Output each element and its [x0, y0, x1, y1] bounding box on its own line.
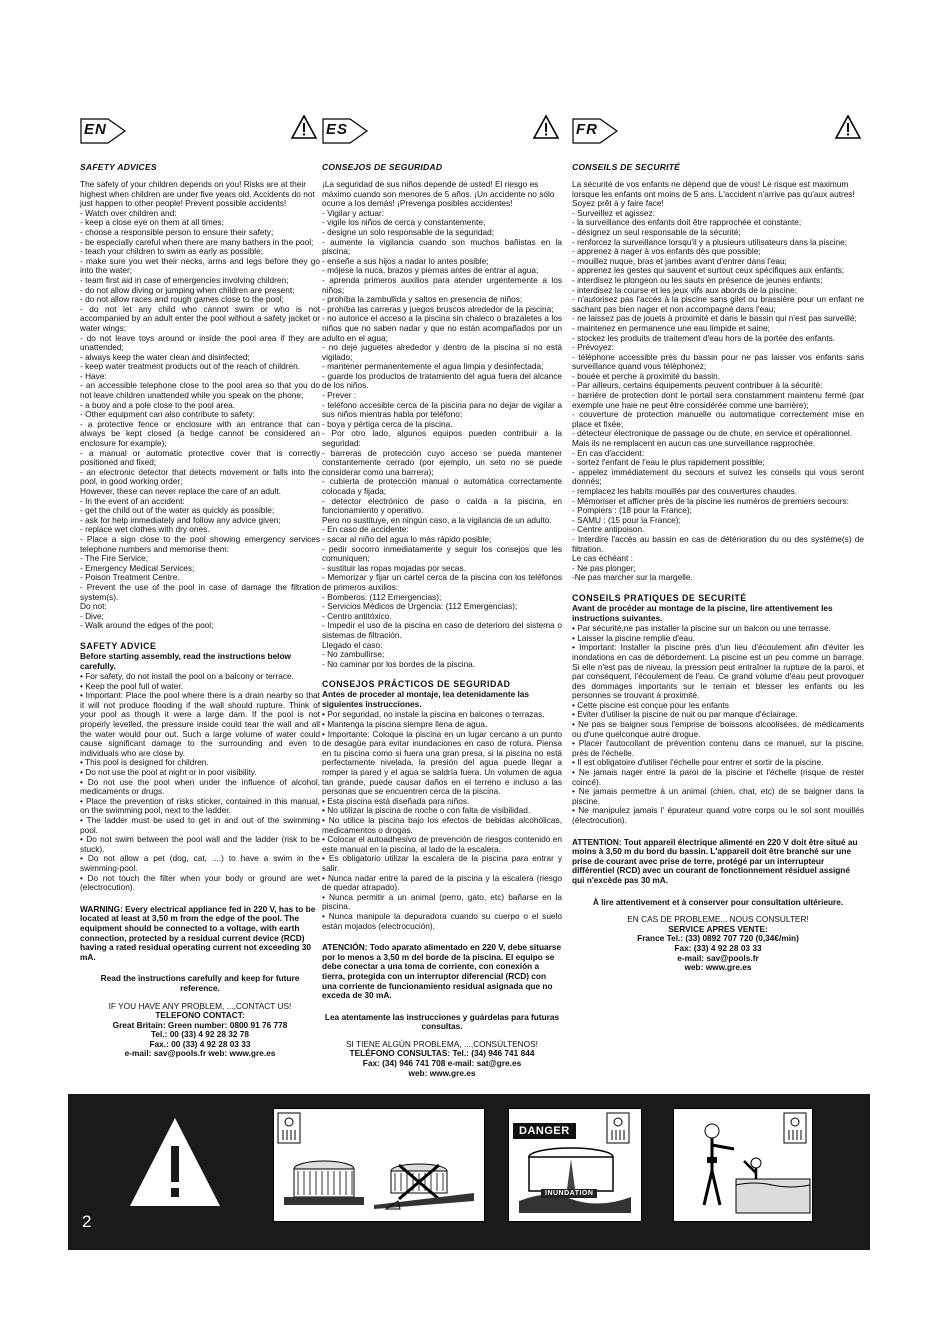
pool-on-terrace-icon	[274, 1109, 484, 1221]
list-item: - couverture de protection manuelle ou automatique correctement mise en place et fixée;	[572, 409, 864, 429]
language-code: ES	[326, 121, 349, 138]
list-item: • Ne jamais nager entre la paroi de la piscine et l'échelle (risque de rester coincé).	[572, 767, 864, 787]
list-item: - n'autorisez pas l'accès à la piscine sans gilet ou brassière pour un enfant ne sachant pas bien nager et non accompagné dans l'eau;	[572, 294, 864, 314]
list-item: - Watch over children and:	[80, 207, 177, 218]
contact-line: TELÉFONO CONSULTAS: Tel.: (34) 946 741 844	[349, 1048, 535, 1059]
list-item: - guarde los productos de tratamiento del agua fuera del alcance de los niños.	[322, 370, 562, 391]
list-item: - keep a close eye on them at all times;	[80, 217, 224, 228]
list-item: - an electronic detector that detects movement or falls into the pool, in good working order;	[80, 466, 320, 487]
list-item: • Nunca manipule la depuradora cuando su cuerpo o el suelo están mojados (electrocución).	[322, 910, 562, 931]
list-item: - Dive;	[80, 610, 104, 621]
list-item: - Mémoriser et afficher près de la piscine les numéros de premiers secours:	[572, 495, 849, 506]
read-instructions-note: Read the instructions carefully and keep for future reference.	[100, 973, 300, 993]
list-item: - a protective fence or enclosure with an entrance that can always be kept closed (a hedge cannot be considered an enclosure for example);	[80, 418, 320, 449]
contact-block	[322, 1040, 562, 1078]
list-item: • Do not use the pool at night or in poor visibility.	[80, 767, 257, 778]
list-item: - remplacez les habits mouillés par des couvertures chaudes.	[572, 486, 798, 496]
list-item: • No utilizar la piscina de noche o con falta de visibilidad.	[322, 805, 531, 816]
list-item: - sacar al niño del agua lo más rápido posible;	[322, 533, 492, 544]
pictogram-band	[68, 1094, 870, 1250]
list-item: - do not let any child who cannot swim or who is not accompanied by an adult enter the pool without a safety jacket or water wings;	[80, 303, 320, 333]
list-item: • Keep the pool full of water.	[80, 680, 183, 691]
list-item: • Es obligatorio utilizar la escalera de la piscina para entrar y salir.	[322, 853, 562, 873]
list-item: - teach your children to swim as early as possible;	[80, 246, 264, 257]
read-instructions-note: Lea atentamente las instrucciones y guárdelas para futuras consultas.	[324, 1011, 560, 1032]
language-tag-es	[322, 118, 366, 144]
list-item: However, these can never replace the care of an adult.	[80, 486, 282, 496]
list-item: - renforcez la surveillance lorsqu'il y a plusieurs utilisateurs dans la piscine;	[572, 236, 848, 247]
list-item: - barreras de protección cuyo acceso se pueda mantener constantemente cerrado (por ejemplo, un seto no se puede considerar como una barrera);	[322, 447, 562, 477]
list-item: - In the event of an accident:	[80, 495, 185, 506]
list-item: - Por otro lado, algunos equipos pueden contribuir a la seguridad:	[322, 428, 562, 449]
list-item: - interdisez la course et les jeux vifs aux abords de la piscine;	[572, 284, 798, 295]
list-item: • This pool is designed for children.	[80, 757, 209, 768]
list-item: - no deje juguetes alrededor y dentro de la piscina si no está vigilado;	[322, 342, 562, 362]
contact-line: web: www.gre.es	[408, 1067, 476, 1078]
list-item: - get the child out of the water as quickly as possible;	[80, 505, 275, 516]
list-item: - vigile los niños de cerca y constantemente;	[322, 217, 486, 228]
intro-text: The safety of your children depends on you! Risks are at their highest when children are under five years old. Accidents do not just happen to other people! Prevent possible accidents!	[80, 179, 315, 209]
list-item: • Do not swim between the pool wall and the ladder (risk to be stuck).	[80, 834, 320, 854]
column-header	[572, 112, 864, 158]
section-title: CONSEILS DE SECURITÉ	[572, 162, 681, 172]
list-item: • Colocar el autoadhesivo de prevención de riesgos contenido en este manual en la piscina, al lado de la escalera.	[322, 834, 562, 854]
list-item: • Do not allow a pet (dog, cat, ....) to have a swim in the swimming-pool.	[80, 853, 320, 873]
list-item: - ne laissez pas de jouets à proximité et dans le bassin qui n'est pas surveillé;	[572, 313, 857, 324]
electrical-warning: ATENCIÓN: Todo aparato alimentado en 220 V, debe situarse por lo menos a 3,50 m del borde de la piscina. El equipo se debe conectar a una toma de corriente, con conexión a tierra, protegida con un interruptor diferencial (RCD) con una corriente de funcionamiento residual asignada que no exceda de 30 mA.	[322, 942, 562, 1001]
list-item: - appelez immédiatement du secours et suivez les conseils qui vous seront donnés;	[572, 466, 864, 487]
list-item: • Important: Place the pool where there is a drain nearby so that it will not produce flooding if the wall should rupture. Think of your pool as though it were a large dam. If the pool is not properly levelled, the pressure inside could tear the wall and all the water would pour out. Such a large volume of water could cause significant damage to the surrounding and even to individuals who are close by.	[80, 690, 320, 758]
warning-triangle-icon	[290, 114, 318, 140]
practical-list	[322, 710, 562, 931]
list-item: - Emergency Medical Services;	[80, 562, 195, 573]
contact-line: Great Britain: Green number: 0800 91 76 778	[112, 1019, 288, 1030]
list-item: - Surveillez et agissez:	[572, 207, 656, 218]
list-item: - prohíba las carreras y juegos bruscos alrededor de la piscina;	[322, 303, 554, 314]
list-item: - Poison Treatment Centre.	[80, 572, 180, 583]
practical-list	[80, 672, 320, 893]
language-code: EN	[84, 121, 107, 138]
list-item: - Centre antipoison.	[572, 524, 645, 535]
list-item: - keep water treatment products out of the reach of children.	[80, 361, 300, 372]
pictogram-danger-flood	[508, 1108, 642, 1222]
list-item: • Esta piscina está diseñada para niños.	[322, 795, 470, 806]
list-item: - aprenda primeros auxilios para atender urgentemente a los niños;	[322, 274, 562, 295]
subsection-lead: Antes de proceder al montaje, lea detenidamente las siguientes instrucciones.	[322, 689, 530, 709]
subsection-lead: Avant de procéder au montage de la piscine, lire attentivement les instructions suivantes.	[572, 602, 833, 623]
electrical-warning: ATTENTION: Tout appareil électrique alimenté en 220 V doit être situé au moins à 3,50 m du bord du bassin. L'appareil doit être branché sur une prise de courant avec prise de terre, protégé par un interrupteur différentiel (RCD) avec un courant de fonctionnement résiduel assigné qui n'excède pas 30 mA.	[572, 836, 858, 885]
list-item: - ask for help immediately and follow any advice given;	[80, 514, 281, 525]
column-spanish	[322, 112, 562, 1078]
intro-text: ¡La seguridad de sus niños depende de usted! El riesgo es máximo cuando son menores de 5 años. ¡Un accidente no sólo ocurre a los demás! ¡Prevenga posibles accidentes!	[322, 179, 555, 209]
list-item: • Do not touch the filter when your body or ground are wet (electrocution).	[80, 872, 320, 893]
contact-line: e-mail: sav@pools.fr web: www.gre.es	[124, 1048, 276, 1059]
list-item: • Place the prevention of risks sticker, contained in this manual, on the swimming pool, next to the ladder.	[80, 795, 320, 816]
pictogram-no-terrace	[273, 1108, 485, 1222]
list-item: - barrière de protection dont le portail sera constamment maintenu fermé (par exemple une haie ne peut être considérée comme une barrière);	[572, 390, 864, 410]
list-item: - la surveillance des enfants doit être rapprochée et constante;	[572, 217, 802, 228]
safety-list	[572, 209, 864, 583]
safety-list	[322, 209, 562, 670]
list-item: - no autorice el acceso a la piscina sin chaleco o brazaletes a los niños que no saben nadar y que no están acompañados por un adulto en el agua;	[322, 313, 562, 343]
list-item: • Mantenga la piscina siempre llena de agua.	[322, 719, 488, 730]
list-item: -Ne pas marcher sur la margelle.	[572, 572, 693, 583]
electrical-warning: WARNING: Every electrical appliance fed in 220 V, has to be located at least at 3,50 m from the edge of the pool. The equipment should be connected to a voltage, with earth connection, protected by a residual current device (RCD) having a rated residual operating current not exceeding 30 mA.	[80, 903, 316, 962]
section-title: SAFETY ADVICES	[80, 162, 157, 172]
contact-block	[572, 915, 864, 973]
list-item: • Placer l'autocollant de prévention contenu dans ce manuel, sur la piscine, près de l'échelle.	[572, 738, 864, 758]
contact-line: Fax.: 00 (33) 4 92 28 03 33	[149, 1038, 251, 1049]
contact-line: EN CAS DE PROBLEME... NOUS CONSULTER!	[627, 914, 809, 925]
list-item: - detector electrónico de paso o caída a la piscina, en funcionamiento y operativo.	[322, 495, 562, 516]
list-item: - designe un solo responsable de la seguridad;	[322, 226, 495, 237]
list-item: - apprenez les gestes qui sauvent et surtout ceux spécifiques aux enfants;	[572, 265, 845, 276]
list-item: - SAMU : (15 pour la France);	[572, 514, 681, 525]
list-item: - détecteur électronique de passage ou de chute, en service et opérationnel.	[572, 428, 852, 439]
list-item: - prohíba la zambullida y saltos en presencia de niños;	[322, 294, 523, 305]
list-item: - The Fire Service;	[80, 553, 149, 564]
language-tag-fr	[572, 118, 616, 144]
list-item: Pero no sustituye, en ningún caso, a la vigilancia de un adulto.	[322, 514, 552, 525]
list-item: - Bomberos: (112 Emergencias);	[322, 591, 442, 602]
contact-line: IF YOU HAVE ANY PROBLEM, ...,CONTACT US!	[108, 1000, 292, 1011]
list-item: - team first aid in case of emergencies involving children;	[80, 274, 289, 285]
list-item: - Centro antitóxico.	[322, 610, 392, 621]
subsection-title: CONSEJOS PRÁCTICOS DE SEGURIDAD	[322, 679, 511, 690]
list-item: - enseñe a sus hijos a nadar lo antes posible;	[322, 255, 489, 266]
safety-list	[80, 209, 320, 631]
contact-block	[80, 1002, 320, 1060]
list-item: - boya y pértiga cerca de la piscina.	[322, 418, 453, 429]
list-item: - No zambullirse;	[322, 649, 385, 660]
list-item: • Nunca nadar entre la pared de la piscina y la escalera (riesgo de quedar atrapado).	[322, 872, 562, 893]
contact-line: e-mail: sav@pools.fr	[677, 952, 759, 963]
list-item: - Ne pas plonger;	[572, 562, 636, 573]
list-item: - teléfono accesible cerca de la piscina para no dejar de vigilar a sus niños mientras habla por teléfono;	[322, 399, 562, 420]
list-item: - désignez un seul responsable de la sécurité;	[572, 226, 741, 237]
language-tag-en	[80, 118, 124, 144]
list-item: - Impedir el uso de la piscina en caso de deterioro del sistema o sistemas de filtración.	[322, 620, 562, 640]
column-header	[80, 112, 320, 158]
list-item: • Ne manipulez jamais l' épurateur quand votre corps ou le sol sont mouillés (électrocution).	[572, 805, 864, 825]
list-item: - Pompiers : (18 pour la France);	[572, 505, 692, 516]
inundation-label: INUNDATION	[541, 1189, 597, 1198]
list-item: - cubierta de protección manual o automática correctamente colocada y fijada;	[322, 476, 562, 496]
list-item: - Vigilar y actuar:	[322, 207, 385, 218]
list-item: - Place a sign close to the pool showing emergency services telephone numbers and memorise them:	[80, 533, 320, 554]
list-item: Do not:	[80, 601, 107, 612]
list-item: - an accessible telephone close to the pool area so that you do not leave children unattended while you speak on the phone;	[80, 380, 320, 401]
list-item: Le cas échéant :	[572, 553, 633, 564]
list-item: - pedir socorro inmediatamente y seguir los consejos que les comuniquen;	[322, 543, 562, 564]
list-item: - a buoy and a pole close to the pool area.	[80, 399, 235, 410]
read-instructions-note: À lire attentivement et à conserver pour consultation ultérieure.	[592, 896, 844, 907]
list-item: - be especially careful when there are many bathers in the pool;	[80, 236, 314, 247]
list-item: • Do not use the pool when under the influence of alcohol, medicaments or drugs.	[80, 776, 320, 797]
list-item: • Por seguridad, no instale la piscina en balcones o terrazas.	[322, 709, 545, 720]
list-item: - Other equipment can also contribute to safety:	[80, 409, 255, 420]
warning-triangle-icon	[532, 114, 560, 140]
list-item: - En caso de accidente:	[322, 524, 409, 535]
list-item: • Important: Installer la piscine près d'un lieu d'écoulement afin d'éviter les inondations en cas de débordement. La piscine est un peu comme un barrage. Si elle n'est pas de niveau, la pression peut entraîner la rupture de la paroi, et par conséquent, l'écoulement de l'eau. Ce grand volume d'eau peut provoquer des dommages importants sur le terrain et blesser les enfants ou les personnes se trouvant à proximité.	[572, 642, 864, 701]
list-item: • Ne jamais permettre à un animal (chien, chat, etc) de se baigner dans la piscine.	[572, 786, 864, 806]
list-item: - do not allow races and rough games close to the pool;	[80, 294, 284, 305]
list-item: - aumente la vigilancia cuando son muchos bañistas en la piscina;	[322, 236, 562, 257]
list-item: - mantener permanentemente el agua limpia y desinfectada;	[322, 361, 544, 372]
list-item: • Laisser la piscine remplie d'eau.	[572, 632, 696, 643]
list-item: - téléphone accessible près du bassin pour ne pas laisser vos enfants sans surveillance quand vous téléphonez;	[572, 351, 864, 372]
list-item: - Prevent the use of the pool in case of damage the filtration system(s).	[80, 581, 320, 602]
list-item: - Par ailleurs, certains équipements peuvent contribuer à la sécurité:	[572, 380, 823, 391]
contact-line: Tel.: 00 (33) 4 92 28 32 78	[150, 1029, 250, 1040]
large-warning-icon	[128, 1116, 222, 1208]
list-item: • Ne pas se baigner sous l'emprise de boissons alcoolisées, de médicaments ou d'une quelconque autre drogue.	[572, 719, 864, 739]
list-item: • Par sécurité,ne pas installer la piscine sur un balcon ou une terrasse.	[572, 623, 831, 634]
column-french	[572, 112, 864, 973]
list-item: - stockez les produits de traitement d'eau hors de la portée des enfants.	[572, 332, 836, 343]
list-item: - Memorizar y fijar un cartel cerca de la piscina con los teléfonos de primeros auxilios:	[322, 572, 562, 592]
contact-line: SERVICE APRES VENTE:	[668, 923, 768, 934]
list-item: - interdisez le plongeon ou les sauts en présence de jeunes enfants;	[572, 274, 823, 285]
list-item: - replace wet clothes with dry ones.	[80, 524, 210, 535]
list-item: - maintenez en permanence une eau limpide et saine;	[572, 322, 770, 333]
contact-line: SI TIENE ALGÚN PROBLEMA, ...,CONSÚLTENOS!	[346, 1038, 538, 1049]
list-item: • Importante: Coloque la piscina en un lugar cercano a un punto de desagüe para evitar inundaciones en caso de rotura. Piensa en tu piscina como si fuera una gran presa, si la piscina no está perfectamente nivelada, la presión del agua puede llegar a romper la pared y el agua se saldría fuera. Un volumen de agua tan grande, puede causar daños en el terreno e incluso a las personas que se encuentren cerca de la piscina.	[322, 728, 562, 797]
list-item: • Eviter d'utiliser la piscine de nuit ou par manque d'éclairage.	[572, 709, 798, 720]
practical-list	[572, 624, 864, 825]
column-header	[322, 112, 562, 158]
contact-line: TELEFONO CONTACT:	[155, 1010, 245, 1021]
list-item: - always keep the water clean and disinfected;	[80, 351, 250, 362]
warning-triangle-icon	[834, 114, 862, 140]
contact-line: France Tel.: (33) 0892 707 720 (0,34€/min)	[637, 933, 799, 944]
list-item: - sortez l'enfant de l'eau le plus rapidement possible;	[572, 457, 765, 468]
list-item: Mais ils ne remplacent en aucun cas une surveillance rapprochée.	[572, 438, 816, 449]
list-item: - Prever :	[322, 390, 357, 401]
contact-line: Fax: (34) 946 741 708 e-mail: sat@gre.es	[362, 1058, 522, 1069]
list-item: - Have:	[80, 370, 107, 381]
list-item: - apprenez à nager à vos enfants dès que possible;	[572, 246, 761, 257]
section-title: CONSEJOS DE SEGURIDAD	[322, 162, 443, 172]
subsection-title: SAFETY ADVICE	[80, 640, 157, 651]
list-item: - En cas d'accident:	[572, 447, 645, 458]
list-item: - Walk around the edges of the pool;	[80, 620, 214, 631]
column-english	[80, 112, 320, 1059]
list-item: • Il est obligatoire d'utiliser l'échelle pour entrer et sortir de la piscine.	[572, 757, 824, 768]
list-item: - No caminar por los bordes de la piscina.	[322, 658, 476, 669]
list-item: - Interdire l'accès au bassin en cas de détérioration du ou des système(s) de filtration.	[572, 533, 864, 554]
list-item: - Prévoyez:	[572, 342, 614, 353]
list-item: - do not leave toys around or inside the pool area if they are unattended;	[80, 332, 320, 353]
list-item: Llegado el caso:	[322, 639, 383, 650]
subsection-title: CONSEILS PRATIQUES DE SECURITÉ	[572, 592, 747, 603]
list-item: • For safety, do not install the pool on a balcony or terrace.	[80, 671, 294, 682]
list-item: - Servicios Médicos de Urgencia: (112 Emergencias);	[322, 601, 518, 612]
intro-text: La sécurité de vos enfants ne dépend que de vous! Le risque est maximum lorsque les enfants ont moins de 5 ans. L'accident n'arrive pas qu'aux autres! Soyez prêt à y faire face!	[572, 179, 855, 209]
list-item: - choose a responsible person to ensure their safety;	[80, 226, 274, 237]
subsection-lead: Before starting assembly, read the instructions below carefully.	[80, 650, 292, 671]
list-item: - mójese la nuca, brazos y piernas antes de entrar al agua;	[322, 265, 539, 276]
list-item: - a manual or automatic protective cover that is correctly positioned and fixed;	[80, 447, 320, 468]
contact-line: Fax: (33) 4 92 28 03 33	[674, 942, 762, 953]
list-item: • No utilice la piscina bajo los efectos de bebidas alcohólicas, medicamentos o drogas.	[322, 815, 562, 835]
adult-child-pool-icon	[674, 1109, 812, 1221]
list-item: • The ladder must be used to get in and out of the swimming pool.	[80, 815, 320, 835]
language-code: FR	[576, 121, 598, 138]
list-item: - do not allow diving or jumping when children are present;	[80, 284, 295, 295]
list-item: • Cette piscine est conçue pour les enfants	[572, 699, 729, 710]
danger-label: DANGER	[513, 1123, 576, 1139]
list-item: • Nunca permitir a un animal (perro, gato, etc) bañarse en la piscina.	[322, 891, 562, 912]
list-item: - mouillez nuque, bras et jambes avant d'entrer dans l'eau;	[572, 255, 787, 266]
list-item: - make sure you wet their necks, arms and legs before they go into the water;	[80, 255, 320, 276]
contact-line: web: www.gre.es	[684, 962, 752, 973]
page-number: 2	[82, 1212, 92, 1231]
list-item: - sustituir las ropas mojadas por secas.	[322, 562, 466, 573]
list-item: - bouée et perche à proximité du bassin.	[572, 370, 721, 381]
pictogram-supervise-child	[673, 1108, 813, 1222]
